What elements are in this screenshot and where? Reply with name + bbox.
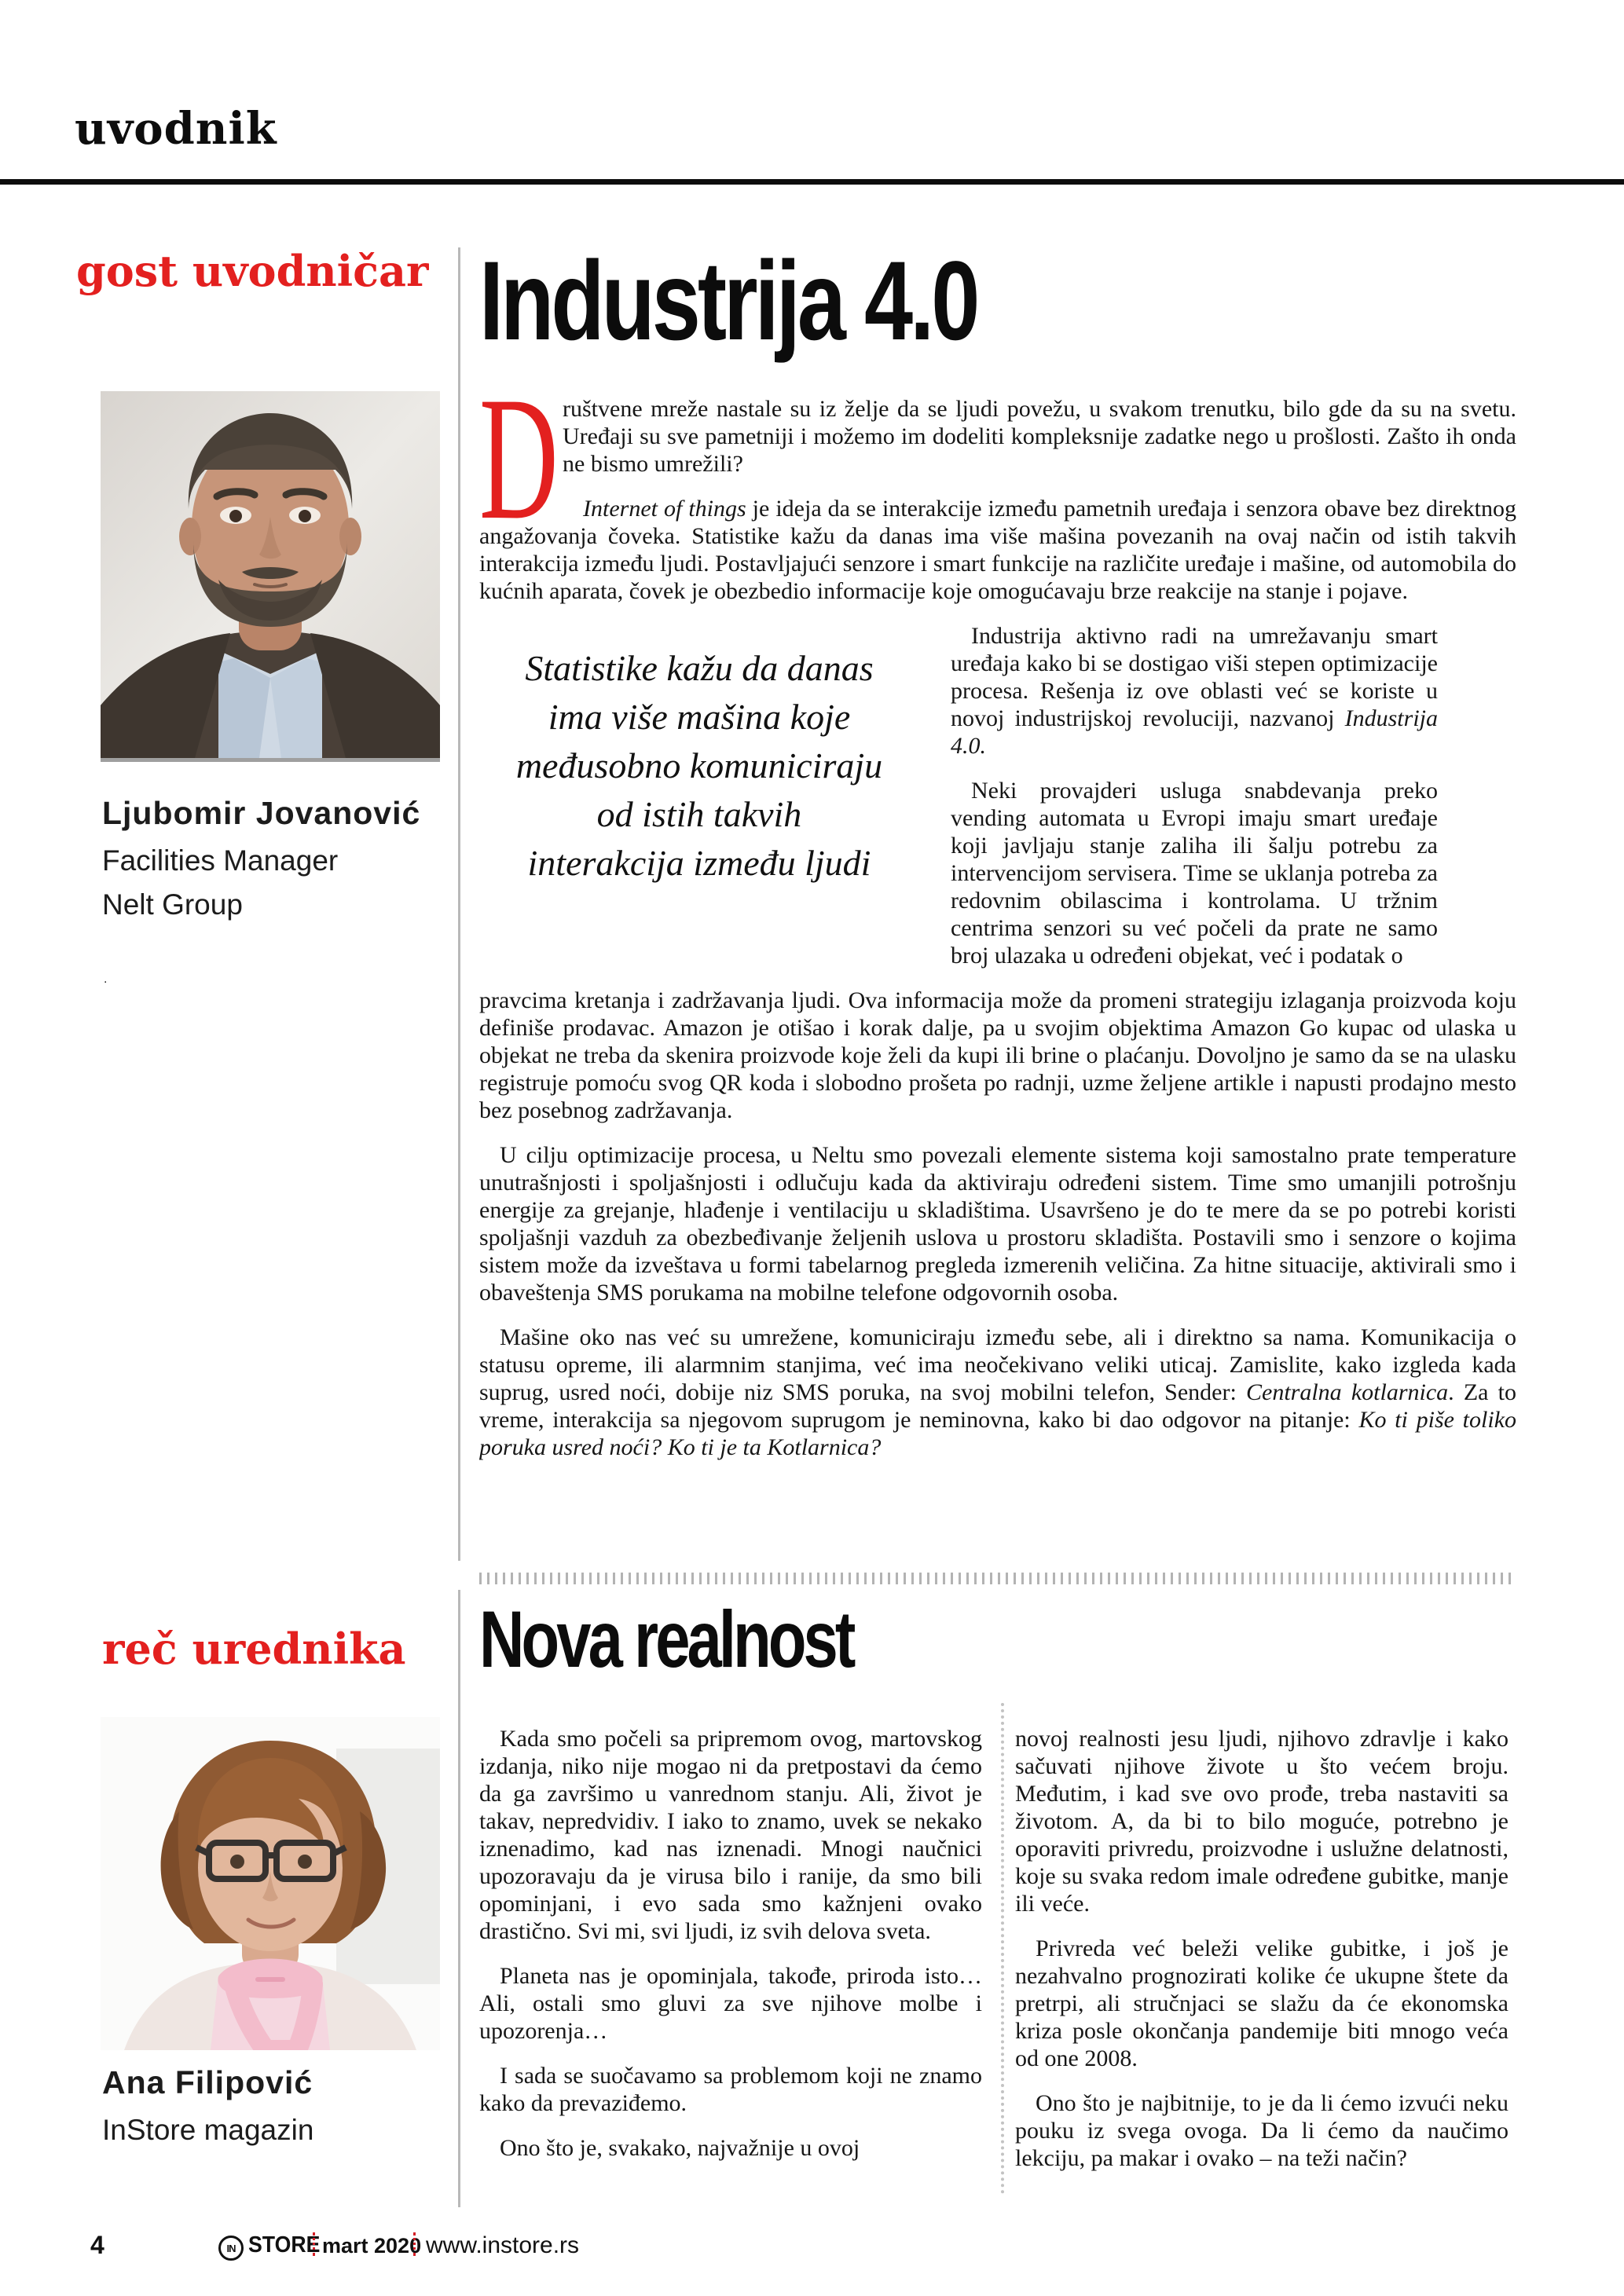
paragraph bbox=[479, 1324, 1516, 1461]
paragraph: Privreda već beleži velike gubitke, i još je nezahvalno prognozirati kolike će ukupne štete da pretrpi, ali stručnjaci se slažu da će ekonomska kriza posle okončanja pandemije biti mnogo veća od one 2008. bbox=[1015, 1935, 1509, 2071]
paragraph-italic: Internet of things bbox=[583, 496, 746, 522]
footer-separator-icon bbox=[413, 2232, 416, 2256]
column-divider bbox=[1001, 1703, 1004, 2194]
footer-separator-icon bbox=[313, 2232, 315, 2256]
editor-column-left bbox=[479, 1725, 982, 2179]
paragraph-text: . Za to vreme, interakcija sa njegovom suprugom je neminovna, kako bi dao odgovor na pitanje: bbox=[479, 1379, 1516, 1433]
instore-logo-icon: IN bbox=[218, 2236, 244, 2261]
author-name: Ana Filipović bbox=[102, 2064, 313, 2100]
page-number: 4 bbox=[90, 2231, 104, 2259]
paragraph bbox=[479, 395, 1516, 478]
editor-column-right bbox=[1015, 1725, 1509, 2189]
paragraph bbox=[479, 495, 1516, 605]
editor-article-title-wrap bbox=[479, 1595, 959, 1684]
paragraph-italic: Centralna kotlarnica bbox=[1246, 1379, 1449, 1405]
guest-editorial-label: gost uvodničar bbox=[76, 246, 429, 296]
paragraph-text: Industrija aktivno radi na umrežavanju smart uređaja kako bi se dostigao viši stepen optimizacije procesa. Rešenja iz ove oblasti već se koriste u novoj industrijskoj revoluciji, nazvanoj bbox=[951, 623, 1438, 731]
author-company: Nelt Group bbox=[102, 888, 243, 921]
paragraph-text: je ideja da se interakcije između pametnih uređaja i senzora obave bez direktnog angažovanja čoveka. Statistike kažu da danas ima više mašina povezanih na ovaj način od istih takvih interakcija između ljudi. Postavljajući senzore i smart funkcije na različite uređaje i mašine, od automobila do kućnih aparata, čovek je obezbedio informacije koje omogućavaju brze reakcije na stanje i pojave. bbox=[479, 496, 1516, 604]
sidebar-divider bbox=[458, 247, 460, 1561]
paragraph-text: ruštvene mreže nastale su iz želje da se ljudi povežu, u svakom trenutku, bilo gde da su na svetu. Uređaji su sve pametniji i možemo im dodeliti kompleksnije zadatke nego u prošlosti. Zašto ih onda ne bismo umrežili? bbox=[563, 396, 1516, 477]
column-right bbox=[951, 622, 1438, 987]
guest-author-credit bbox=[102, 795, 440, 932]
man-portrait-illustration bbox=[101, 391, 440, 758]
brand-name: STORE bbox=[248, 2232, 321, 2258]
paragraph bbox=[951, 622, 1438, 760]
lead-paragraphs bbox=[479, 360, 1516, 605]
paragraph-italic: Industrija 4.0. bbox=[951, 705, 1438, 759]
striped-divider bbox=[479, 1573, 1516, 1584]
paragraph: pravcima kretanja i zadržavanja ljudi. Ova informacija može da promeni strategiju izlaganja proizvoda koju definiše prodavac. Amazon je otišao i korak dalje, pa u svojim objektima Amazon Go kupac od ulaska u objekat ne treba da skenira proizvode koje želi da kupi ili brine o plaćanju. Dovoljno je samo da se na ulasku registruje pomoću svog QR koda i slobodno prošeta po radnji, uzme željene artikle i napusti prodajno mesto bez posebnog zadržavanja. bbox=[479, 987, 1516, 1123]
paragraph-text: Mašine oko nas već su umrežene, komuniciraju između sebe, ali i direktno sa nama. Komunikacija o statusu opreme, ili alarmnim stanjima, već ima neočekivano veliki uticaj. Zamislite, kako izgleda kada suprug, usred noći, dobije niz SMS poruka, na svoj mobilni telefon, Sender: bbox=[479, 1324, 1516, 1405]
author-name: Ljubomir Jovanović bbox=[102, 795, 421, 831]
author-photo-ljubomir bbox=[101, 391, 440, 762]
woman-portrait-illustration bbox=[101, 1717, 440, 2050]
issue-date: mart 2020 bbox=[322, 2234, 422, 2258]
pull-quote-cell bbox=[479, 622, 919, 987]
paragraph: novoj realnosti jesu ljudi, njihovo zdravlje i kako sačuvati njihove živote u što većem broju. Međutim, i kad sve ovo prođe, treba nastaviti sa životom. A, da bi to bilo moguće, potrebno je oporaviti privredu, proizvodne i uslužne delatnosti, koje su svaka redom imale određene gubitke, manje ili veće. bbox=[1015, 1726, 1509, 1917]
paragraph: Neki provajderi usluga snabdevanja preko vending automata u Evropi imaju smart uređaje koji javljaju stanje zaliha ili šalju potrebu za intervencijom servisera. Time se uklanja potreba za redovnim obilascima i kontrolama. U tržnim centrima senzori su već počeli da prate ne samo broj ulazaka u određeni objekat, već i podatak o bbox=[951, 778, 1438, 969]
paragraph: Ono što je, svakako, najvažnije u ovoj bbox=[500, 2135, 860, 2161]
paragraph: I sada se suočavamo sa problemom koji ne znamo kako da prevaziđemo. bbox=[479, 2063, 982, 2116]
sidebar-divider-2 bbox=[458, 1590, 460, 2207]
guest-editorial-article bbox=[479, 245, 1516, 1569]
author-photo-ana bbox=[101, 1717, 440, 2050]
page-section-label: uvodnik bbox=[75, 103, 277, 155]
author-role: Facilities Manager bbox=[102, 844, 339, 877]
paragraph: Kada smo počeli sa pripremom ovog, martovskog izdanja, niko nije mogao ni da pretpostavi da ćemo da ga završimo u vanrednom stanju. Ali, život je takav, nepredvidiv. I iako to znamo, uvek se nekako iznenadimo, kad nas iznenadi. Mnogi naučnici upozoravaju da je virusa bilo i ranije, da smo bili opominjani, i evo sada smo kažnjeni ovako drastično. Svi mi, svi ljudi, iz svih delova sveta. bbox=[479, 1726, 982, 1944]
editor-author-credit bbox=[102, 2064, 440, 2158]
website-url: www.instore.rs bbox=[426, 2232, 580, 2258]
article-title: Industrija 4.0 bbox=[479, 245, 977, 364]
article-title: Nova realnost bbox=[479, 1595, 853, 1684]
drop-cap: D bbox=[479, 360, 559, 556]
quote-and-text-columns bbox=[479, 622, 1516, 987]
paragraph: Ono što je najbitnije, to je da li ćemo izvući neku pouku iz svega ovoga. Da li ćemo da naučimo lekciju, pa makar i ovako – na teži način? bbox=[1015, 2090, 1509, 2171]
paragraph-italic: Ko ti piše toliko poruka usred noći? Ko ti je ta Kotlarnica? bbox=[479, 1407, 1516, 1460]
header-rule bbox=[0, 179, 1624, 185]
paragraph: Planeta nas je opominjala, takođe, priroda isto… Ali, ostali smo gluvi za sve njihove molbe i upozorenja… bbox=[479, 1963, 982, 2044]
paragraph: U cilju optimizacije procesa, u Neltu smo povezali elemente sistema koji samostalno prate temperature unutrašnjosti i spoljašnjosti i odlučuju kada da aktiviraju određeni sistem. Time smo umanjili potrošnju energije za grejanje, hlađenje i ventilaciju u skladištima. Usavršeno je do te mere da se po potrebi koristi spoljašnji vazduh za obezbeđivanje željenih uslova u prostoru skladišta. Postavili smo i senzore o kojima sistem može da izveštava u formi tabelarnog pregleda izmerenih veličina. Za hitne situacije, aktivirali smo i obaveštenja SMS porukama na mobilne telefone odgovornih osoba. bbox=[479, 1142, 1516, 1305]
pull-quote: Statistike kažu da danas ima više mašina koje međusobno komuniciraju od istih takvih interakcija između ljudi bbox=[515, 648, 883, 883]
author-company: InStore magazin bbox=[102, 2114, 314, 2146]
editor-word-label: reč urednika bbox=[102, 1624, 406, 1674]
author-note: . bbox=[104, 972, 108, 986]
